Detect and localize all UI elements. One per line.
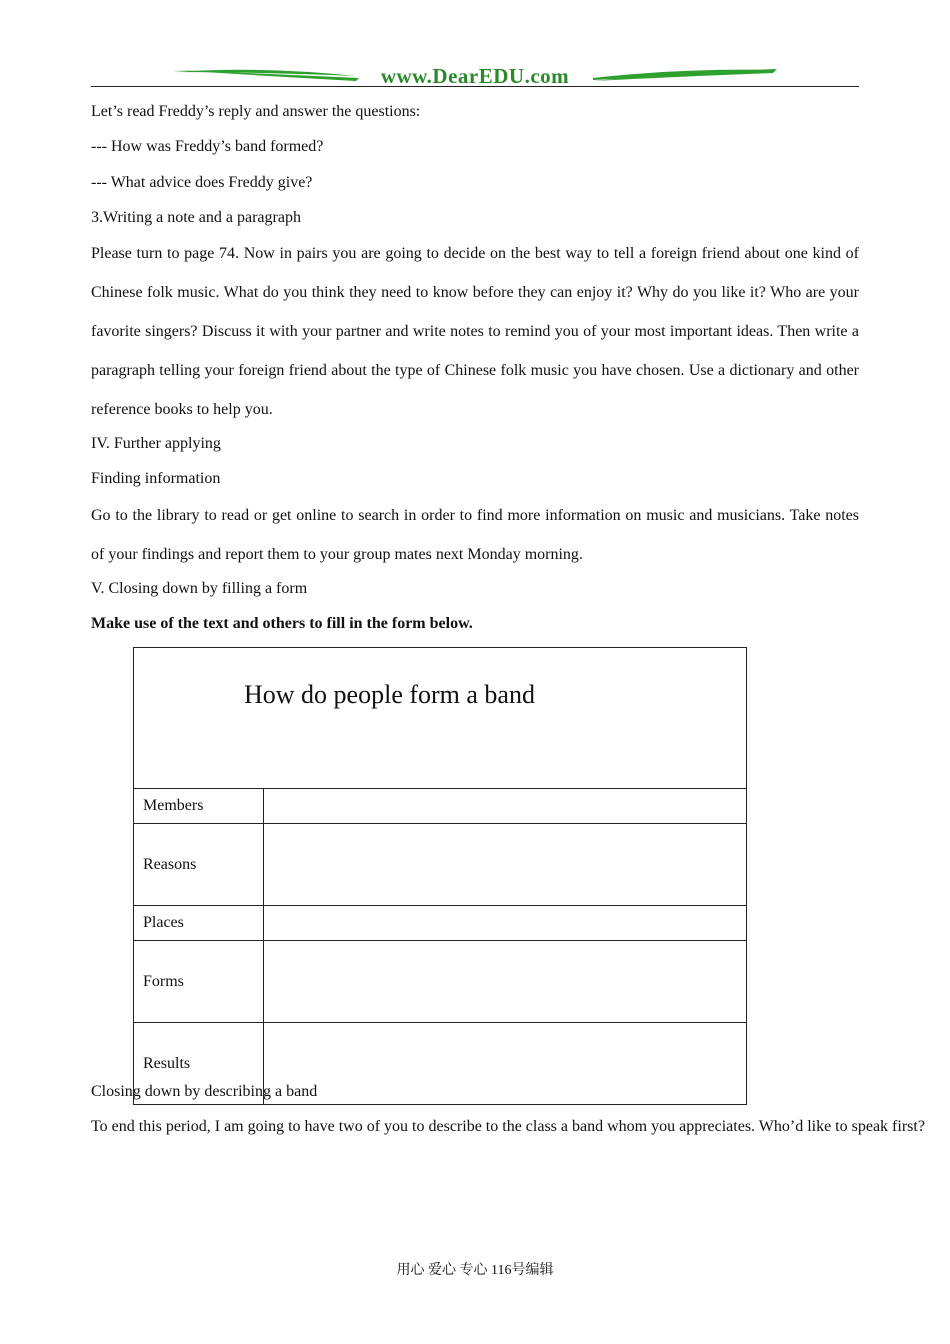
form-cell-forms[interactable] bbox=[264, 941, 747, 1023]
section-heading: 3.Writing a note and a paragraph bbox=[91, 208, 301, 226]
question-2: --- What advice does Freddy give? bbox=[91, 173, 313, 191]
paragraph-finding-info: Go to the library to read or get online to search in order to find more information on music and musicians. Take notes of your findings and report them to your group mates next Monday morning. bbox=[91, 506, 859, 563]
row-label: Forms bbox=[134, 941, 264, 1023]
document-body bbox=[91, 100, 859, 647]
table-row bbox=[134, 789, 747, 824]
section-heading: IV. Further applying bbox=[91, 435, 221, 453]
table-row bbox=[134, 941, 747, 1023]
site-header bbox=[91, 62, 859, 88]
table-row bbox=[134, 824, 747, 906]
section-heading: V. Closing down by filling a form bbox=[91, 579, 308, 597]
site-logo[interactable]: www.DearEDU.com bbox=[380, 64, 570, 88]
closing-section bbox=[91, 1080, 925, 1151]
form-instruction: Make use of the text and others to fill in the form below. bbox=[91, 615, 473, 633]
header-divider bbox=[91, 86, 859, 87]
band-form-table bbox=[133, 647, 747, 1105]
form-title: How do people form a band bbox=[134, 648, 747, 789]
row-label: Reasons bbox=[134, 824, 264, 906]
row-label: Places bbox=[134, 906, 264, 941]
page-footer: 用心 爱心 专心 116号编辑 bbox=[396, 1263, 554, 1278]
subheading: Finding information bbox=[91, 470, 221, 488]
paragraph-writing-task: Please turn to page 74. Now in pairs you are going to decide on the best way to tell a foreign friend about one kind of Chinese folk music. What do you think they need to know before they can enjoy it? Why do you like it? Who are your favorite singers? Discuss it with your partner and write notes to remind you of your most important ideas. Then write a paragraph telling your foreign friend about the type of Chinese folk music you have chosen. Use a dictionary and other reference books to help you. bbox=[91, 245, 859, 419]
form-cell-places[interactable] bbox=[264, 906, 747, 941]
row-label: Results bbox=[134, 1023, 264, 1105]
text-line: To end this period, I am going to have two of you to describe to the class a band whom you appreciates. Who’d like to speak first? bbox=[91, 1118, 925, 1136]
row-label: Members bbox=[134, 789, 264, 824]
text-line: Let’s read Freddy’s reply and answer the questions: bbox=[91, 103, 421, 120]
form-cell-reasons[interactable] bbox=[264, 824, 747, 906]
table-row bbox=[134, 906, 747, 941]
form-cell-members[interactable] bbox=[264, 789, 747, 824]
text-line: Closing down by describing a band bbox=[91, 1083, 318, 1100]
question-1: --- How was Freddy’s band formed? bbox=[91, 138, 324, 156]
